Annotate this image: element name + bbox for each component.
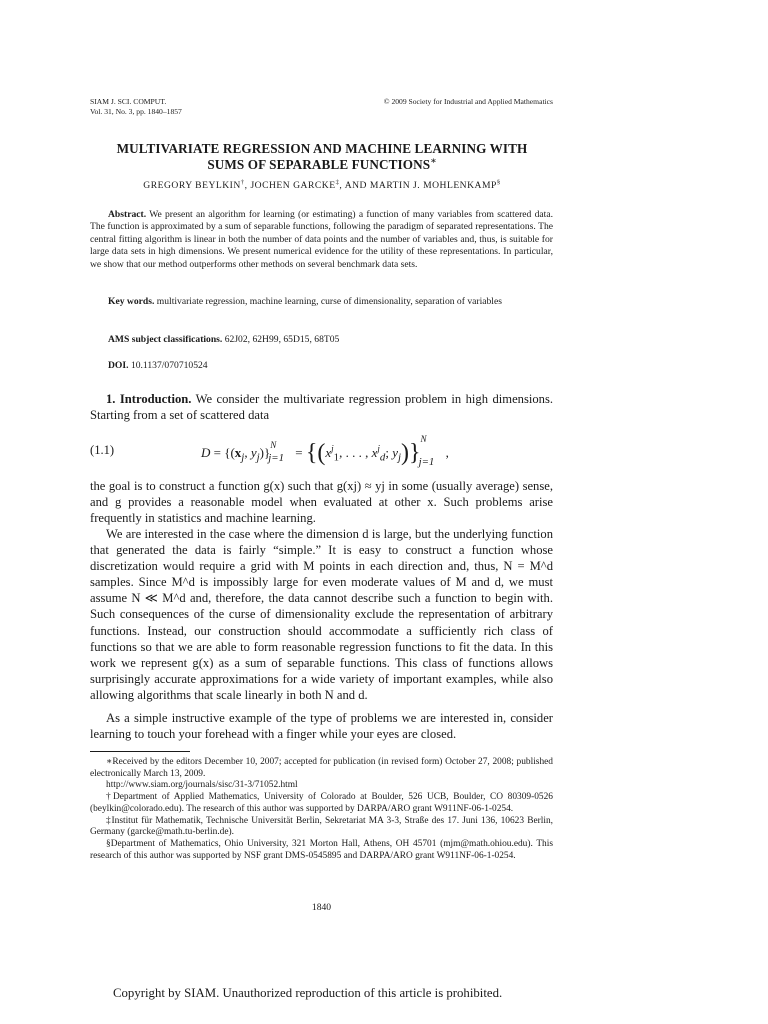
footnote-received: ∗Received by the editors December 10, 2007; accepted for publication (in revised form) October 27, 2008; published electronically March 13, 2009. — [90, 757, 553, 779]
ams-label: AMS subject classifications. — [108, 334, 223, 345]
section-1-heading: 1. Introduction. — [106, 392, 192, 406]
author-list — [80, 180, 564, 191]
keywords-text: multivariate regression, machine learning, curse of dimensionality, separation of variables — [156, 296, 502, 307]
author-mark-2: ‡ — [335, 178, 340, 186]
equation-number: (1.1) — [90, 443, 115, 457]
equation-1-1: $D = \{(x_j$, $y_j)\}^N_{j=1} = \{(x^j_1$, . . . , $x^j_d$; $y_j)\}^N_{j=1}$ , — [201, 433, 449, 468]
title-line-1: MULTIVARIATE REGRESSION AND MACHINE LEARNING WITH — [116, 141, 528, 156]
abstract — [90, 209, 553, 271]
abstract-text: We present an algorithm for learning (or estimating) a function of many variables from scattered data. The function is approximated by a sum of separable functions, following the paradigm of separated representations. The central fitting algorithm is linear in both the number of data points and the number of variables and, thus, is suitable for large data sets in high dimensions. We present numerical evidence for the utility of these representations. In particular, we show that our method outperforms other methods on several benchmark data sets. — [90, 209, 553, 270]
abstract-label: Abstract. — [108, 209, 147, 220]
title-line-2: SUMS OF SEPARABLE FUNCTIONS — [207, 157, 431, 172]
footnote-beylkin: †Department of Applied Mathematics, University of Colorado at Boulder, 526 UCB, Boulder, CO 80309-0526 (beylkin@colorado.edu). The research of this author was supported by DARPA/ARO grant W911NF-06-1-0254. — [90, 792, 553, 814]
journal-line-2: Vol. 31, No. 3, pp. 1840–1857 — [90, 107, 182, 116]
section-1-intro — [90, 391, 553, 423]
paper-title — [80, 141, 564, 173]
ams-classifications — [90, 334, 553, 346]
footnotes — [90, 757, 553, 862]
ams-text: 62J02, 62H99, 65D15, 68T05 — [224, 334, 340, 345]
footnote-url: http://www.siam.org/journals/sisc/31-3/71052.html — [106, 780, 298, 791]
paragraph-example: As a simple instructive example of the type of problems we are interested in, consider learning to touch your forehead with a finger while your eyes are closed. — [90, 711, 553, 742]
doi-text: 10.1137/070710524 — [130, 360, 208, 371]
doi-label: DOI. — [108, 360, 129, 371]
bottom-copyright: Copyright by SIAM. Unauthorized reproduction of this article is prohibited. — [113, 986, 503, 1000]
footnote-rule — [90, 751, 190, 752]
keywords-label: Key words. — [108, 296, 155, 307]
section-1-intro-text: We consider the multivariate regression problem in high dimensions. Starting from a set of scattered data — [90, 392, 553, 423]
author-garcke: , JOCHEN GARCKE — [244, 180, 336, 191]
author-mark-1: † — [240, 178, 245, 186]
page-number: 1840 — [311, 902, 332, 913]
author-mohlenkamp: , AND MARTIN J. MOHLENKAMP — [339, 180, 497, 191]
footnote-garcke: ‡Institut für Mathematik, Technische Universität Berlin, Sekretariat MA 3-3, Straße des 17. Juni 136, 10623 Berlin, Germany (garcke@math.tu-berlin.de). — [90, 815, 553, 838]
journal-info — [90, 97, 182, 117]
title-footnote-mark: ∗ — [430, 155, 437, 166]
author-mark-3: § — [496, 178, 501, 186]
journal-line-1: SIAM J. SCI. COMPUT. — [90, 97, 167, 106]
doi — [90, 360, 553, 372]
header-copyright: © 2009 Society for Industrial and Applied Mathematics — [383, 97, 553, 106]
paragraph-dimension: We are interested in the case where the dimension d is large, but the underlying function that generated the data is fairly “simple.” It is easy to construct a function whose discretization would require a grid with M points in each direction and, thus, N = M^d samples. Since M^d is impossibly large for even moderate values of M and d, we must assume N ≪ M^d and, therefore, the data cannot describe such a function to begin with. Such consequences of the curse of dimensionality exclude the representation of arbitrary functions. Instead, our construction should accommodate a sufficiently rich class of functions so that we are able to form reasonable regression functions to fit the data. In this work we represent g(x) as a sum of separable functions. This class of functions allows surprisingly accurate approximations for a wide variety of important examples, while also allowing algorithms that scale linearly in both N and d. — [90, 527, 553, 702]
footnote-mohlenkamp: §Department of Mathematics, Ohio University, 321 Morton Hall, Athens, OH 45701 (mjm@math.ohiou.edu). This research of this author was supported by NSF grant DMS-0545895 and DARPA/ARO grant W911NF-06-1-0254. — [90, 838, 553, 861]
paragraph-goal: the goal is to construct a function g(x) such that g(xj) ≈ yj in some (usually average) sense, and g provides a reasonable model when evaluated at other x. Such problems arise frequently in statistics and machine learning. — [90, 479, 553, 526]
author-beylkin: GREGORY BEYLKIN — [143, 180, 241, 191]
keywords — [90, 296, 553, 308]
